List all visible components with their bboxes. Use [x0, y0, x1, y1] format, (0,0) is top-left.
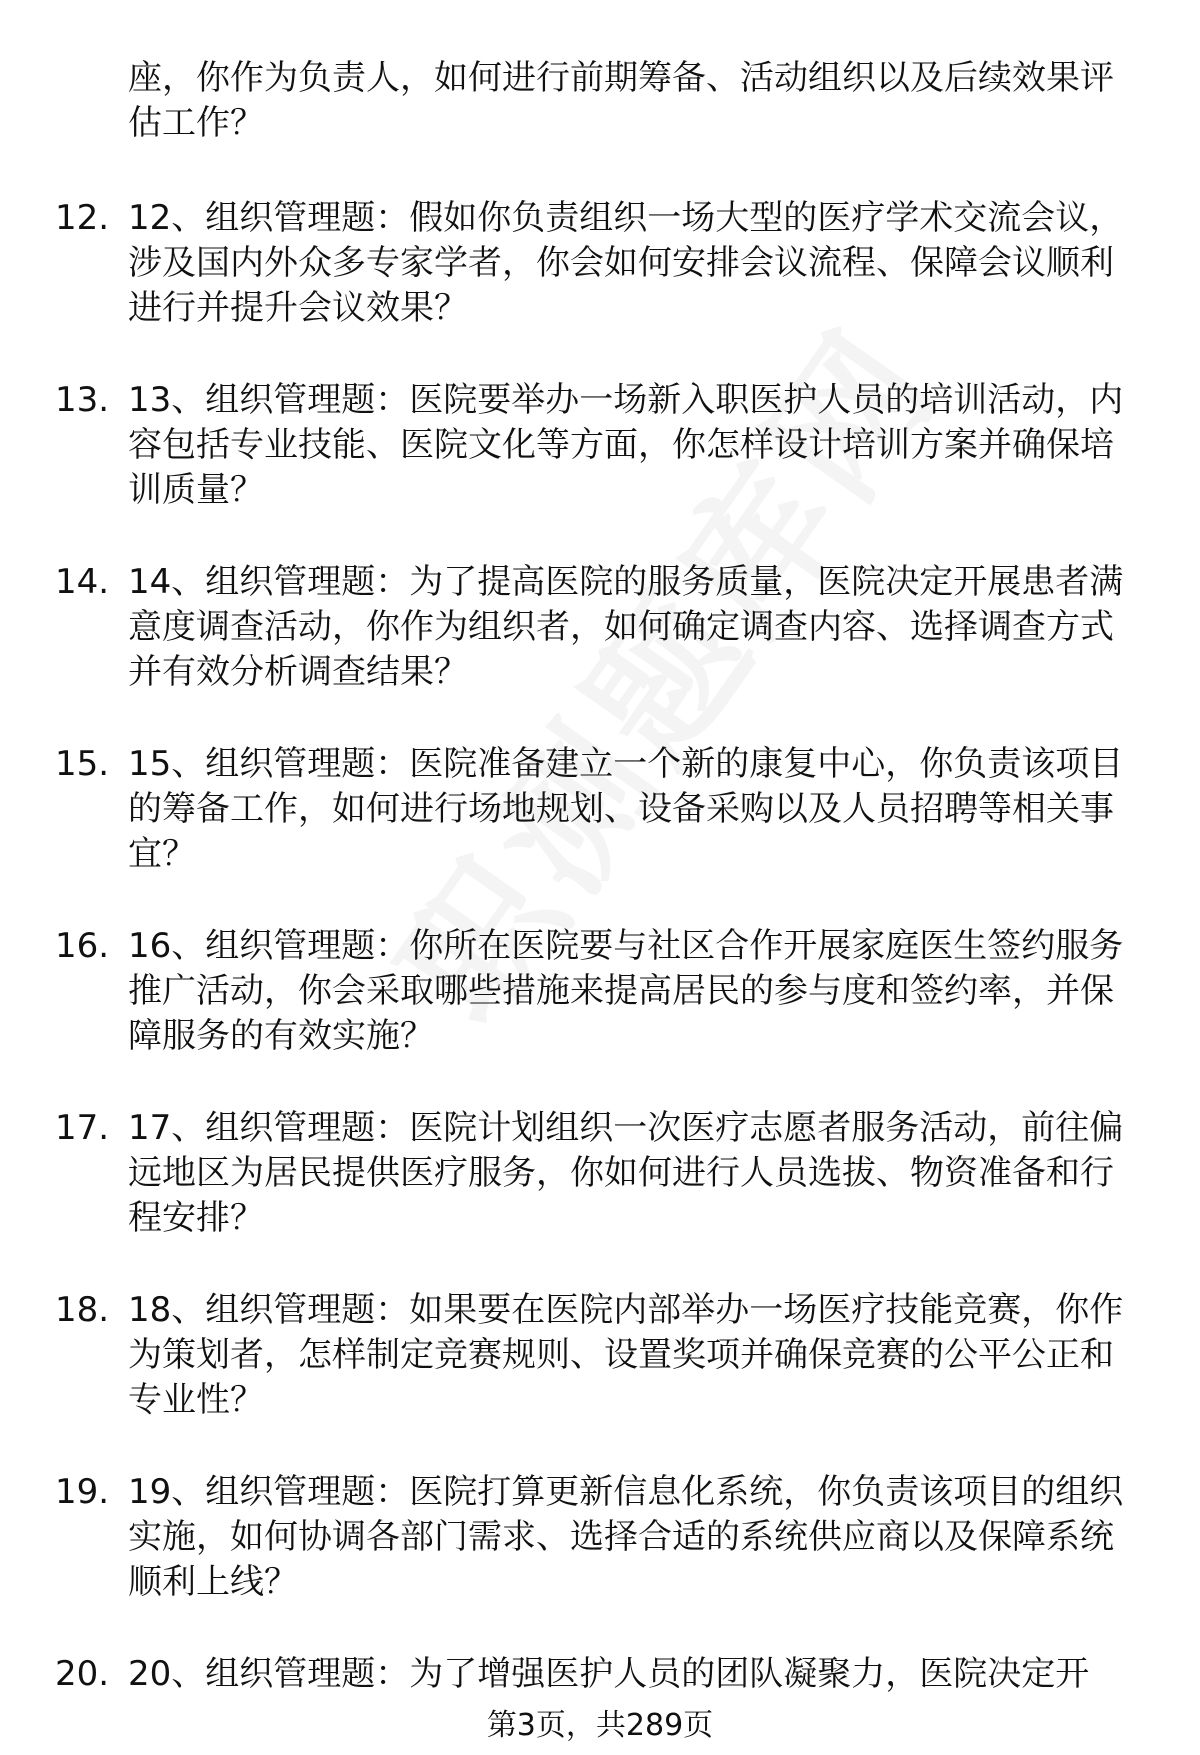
question-number: 16. [55, 926, 110, 966]
list-item [0, 1106, 1200, 1241]
list-item [0, 742, 1200, 877]
list-item [0, 378, 1200, 513]
list-item [0, 924, 1200, 1059]
list-item [0, 1288, 1200, 1423]
page-footer: 第3页，共289页 [486, 1708, 714, 1743]
question-text: 15、组织管理题：医院准备建立一个新的康复中心，你负责该项目的筹备工作，如何进行场地规划、设备采购以及人员招聘等相关事宜？ [128, 744, 1124, 874]
question-list [0, 196, 1200, 1744]
question-text: 19、组织管理题：医院打算更新信息化系统，你负责该项目的组织实施，如何协调各部门需求、选择合适的系统供应商以及保障系统顺利上线？ [128, 1472, 1124, 1602]
question-text: 17、组织管理题：医院计划组织一次医疗志愿者服务活动，前往偏远地区为居民提供医疗服务，你如何进行人员选拔、物资准备和行程安排？ [128, 1108, 1124, 1238]
question-number: 15. [55, 744, 110, 784]
question-number: 20. [55, 1654, 110, 1694]
list-item [0, 1652, 1200, 1697]
question-number: 12. [55, 198, 110, 238]
question-number: 18. [55, 1290, 110, 1330]
list-item [0, 560, 1200, 695]
continued-question-text: 座，你作为负责人，如何进行前期筹备、活动组织以及后续效果评估工作？ [128, 58, 1114, 143]
question-number: 14. [55, 562, 110, 602]
list-item [0, 196, 1200, 331]
question-text: 14、组织管理题：为了提高医院的服务质量，医院决定开展患者满意度调查活动，你作为组织者，如何确定调查内容、选择调查方式并有效分析调查结果？ [128, 562, 1124, 692]
question-text: 18、组织管理题：如果要在医院内部举办一场医疗技能竞赛，你作为策划者，怎样制定竞赛规则、设置奖项并确保竞赛的公平公正和专业性？ [128, 1290, 1124, 1420]
question-text: 13、组织管理题：医院要举办一场新入职医护人员的培训活动，内容包括专业技能、医院文化等方面，你怎样设计培训方案并确保培训质量？ [128, 380, 1124, 510]
question-number: 17. [55, 1108, 110, 1148]
question-text: 12、组织管理题：假如你负责组织一场大型的医疗学术交流会议，涉及国内外众多专家学者，你会如何安排会议流程、保障会议顺利进行并提升会议效果？ [128, 198, 1124, 328]
question-number: 19. [55, 1472, 110, 1512]
list-item [0, 1470, 1200, 1605]
question-text: 20、组织管理题：为了增强医护人员的团队凝聚力，医院决定开 [128, 1654, 1090, 1694]
question-text: 16、组织管理题：你所在医院要与社区合作开展家庭医生签约服务推广活动，你会采取哪些措施来提高居民的参与度和签约率，并保障服务的有效实施？ [128, 926, 1124, 1056]
question-number: 13. [55, 380, 110, 420]
